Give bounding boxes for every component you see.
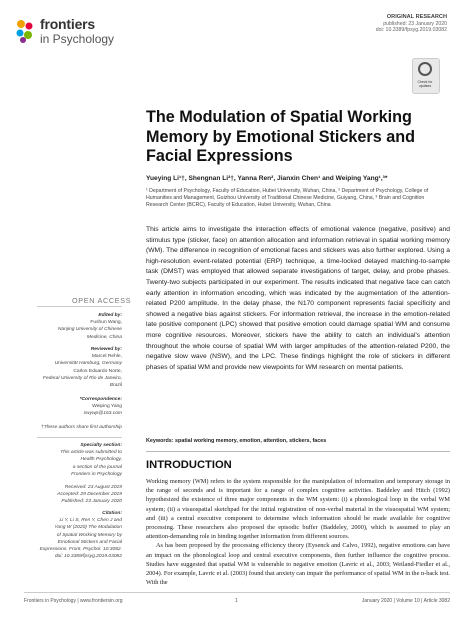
doi-link[interactable]: doi: 10.3389/fpsyg.2019.03082 (375, 27, 447, 33)
citation (37, 510, 122, 560)
divider (37, 437, 122, 438)
open-access-label: OPEN ACCESS (72, 296, 132, 305)
specialty-label: Specialty section: (80, 443, 122, 448)
reviewer-line: Carlos Eduardo Norte, (73, 368, 122, 374)
editor-line: Medicine, China (86, 334, 122, 340)
reviewer-line: Universität Hamburg, Germany (54, 361, 122, 367)
section-heading: INTRODUCTION (146, 459, 232, 471)
page-number: 1 (235, 598, 238, 604)
correspondence-line: Weiping Yang (92, 404, 122, 410)
reviewer-line: Marcel Rehle, (91, 354, 122, 360)
journal-name: in Psychology (40, 32, 115, 46)
author-list[interactable]: Yueying Li¹†, Shengnan Li²†, Yanna Ren², Jianxin Chen¹ and Weiping Yang¹,³* (146, 175, 388, 182)
edited-by-label: Edited by: (98, 313, 122, 318)
introduction-body (146, 477, 450, 587)
dates (37, 484, 122, 506)
footer-issue-info: January 2020 | Volume 10 | Article 3082 (361, 598, 450, 604)
divider (37, 306, 122, 307)
citation-line: of Spatial Working Memory by (56, 532, 122, 538)
citation-doi-link[interactable]: doi: 10.3389/fpsyg.2019.03082 (54, 554, 122, 560)
specialty-line: a section of the journal (72, 464, 122, 470)
date-line: Published: 23 January 2020 (61, 499, 122, 505)
date-line: Accepted: 29 December 2019 (57, 492, 122, 498)
footer-journal-link[interactable]: Frontiers in Psychology | www.frontiersin.org (24, 598, 123, 604)
article-title: The Modulation of Spatial Working Memory by Emotional Stickers and Facial Expressions (146, 108, 415, 165)
check-updates-icon (418, 62, 432, 76)
footer-divider (24, 592, 450, 593)
citation-line: Li Y, Li S, Ren Y, Chen J and (59, 518, 122, 524)
citation-label: Citation: (102, 511, 122, 516)
equal-authorship-text: †These authors share first authorship (40, 425, 122, 430)
correspondence (37, 396, 122, 418)
check-updates-label: Check for updates (417, 80, 433, 88)
specialty-line: Frontiers in Psychology (71, 471, 122, 477)
correspondence-email-link[interactable]: swywp@163.com (83, 411, 122, 417)
date-line: Received: 23 August 2019 (64, 485, 122, 490)
intro-paragraph: As has been proposed by the processing efficiency theory (Eysenck and Calvo, 1992), negative emotions can have an impact on the phonological loop and central executive components, then further influence the cognitive process. Studies have suggested that spatial WM is vulnerable to negative emotion (Lavric et al., 2003; Weiland-Fiedler et al., 2004). For example, Lavric et al. (2003) found that anxiety can impair the performance of spatial WM in the n-back test. With the (146, 542, 450, 587)
published-date: published: 23 January 2020 (383, 21, 447, 27)
reviewer-line: Federal University of Rio de Janeiro, (42, 375, 122, 381)
abstract: This article aims to investigate the interaction effects of emotional valence (negative, positive) and stimulus type (sticker, face) on attention allocation and information retrieval in spatial working memory (WM). The difference in recognition of emotional faces and stickers was also further explored. Using a high-resolution event-related potential (ERP) technique, a time-locked delayed matching-to-sample task (DMST) was employed that allowed separate investigations of target, delay, and probe phases. Twenty-two subjects participated in our experiment. The results indicated that negative face can catch early attention in information encoding, which was indicated by the augmentation of the attention-related P200 amplitude. In the delay phase, the N170 component represents facial specificity and showed a negative bias against stickers. For information retrieval, the increase in the emotion-related late positive component (LPC) showed that positive emotion could damage spatial WM and consume more cognitive resources. Moreover, stickers have the ability to catch an individual's attention throughout the whole course of spatial WM with larger amplitudes of the attention-related P200, the negative slow wave (NSW), and the LPC. These findings highlight the role of stickers in different phases of spatial WM and provide new viewpoints for WM research on mental patients. (146, 226, 450, 371)
specialty-section (37, 442, 122, 478)
correspondence-label: *Correspondence: (79, 397, 122, 402)
article-type: ORIGINAL RESEARCH (386, 14, 447, 20)
intro-paragraph: Working memory (WM) refers to the system responsible for the manipulation of information and temporary storage in the range of seconds and is important for a range of complex cognitive activities. Baddeley and Hitch (1992) hypothesized the existence of three major components in the WM system: (i) a phonological loop in the verbal WM system; (ii) a visuospatial sketchpad for the initial registration of non-verbal material in the visuospatial WM system; and (iii) a central executive component to determine which information should be made available for cognitive processing. These researchers also proposed the episodic buffer (Baddeley, 2000), which is assumed to play an attention-demanding role in binding together information from different sources. (146, 478, 450, 541)
reviewed-by (37, 346, 122, 389)
editor-line: Fushun Wang, (90, 320, 122, 326)
affiliations: ¹ Department of Psychology, Faculty of Education, Hubei University, Wuhan, China, ² Department of Psychology, College of Humanities and Management, Guizhou University of Traditional Chinese Medicine, Guiyang, China, ³ Brain and Cognition Research Center (BCRC), Faculty of Education, Hubei University, Wuhan, China (146, 188, 429, 209)
keywords: Keywords: spatial working memory, emotion, attention, stickers, faces (146, 438, 327, 444)
editor-line: Nanjing University of Chinese (57, 327, 122, 333)
specialty-line: Health Psychology, (80, 457, 122, 463)
citation-line: Emotional Stickers and Facial (57, 539, 122, 545)
equal-authorship-note (37, 424, 122, 431)
citation-line: Yang W (2020) The Modulation (54, 525, 122, 531)
edited-by (37, 312, 122, 341)
reviewed-by-label: Reviewed by: (90, 347, 122, 352)
reviewer-line: Brazil (109, 383, 122, 389)
specialty-line: This article was submitted to (60, 450, 122, 456)
journal-brand[interactable]: frontiers (40, 16, 95, 32)
citation-line: Expressions. Front. Psychol. 10:3082. (39, 547, 122, 553)
divider (146, 451, 450, 452)
frontiers-logo-icon (14, 18, 36, 44)
